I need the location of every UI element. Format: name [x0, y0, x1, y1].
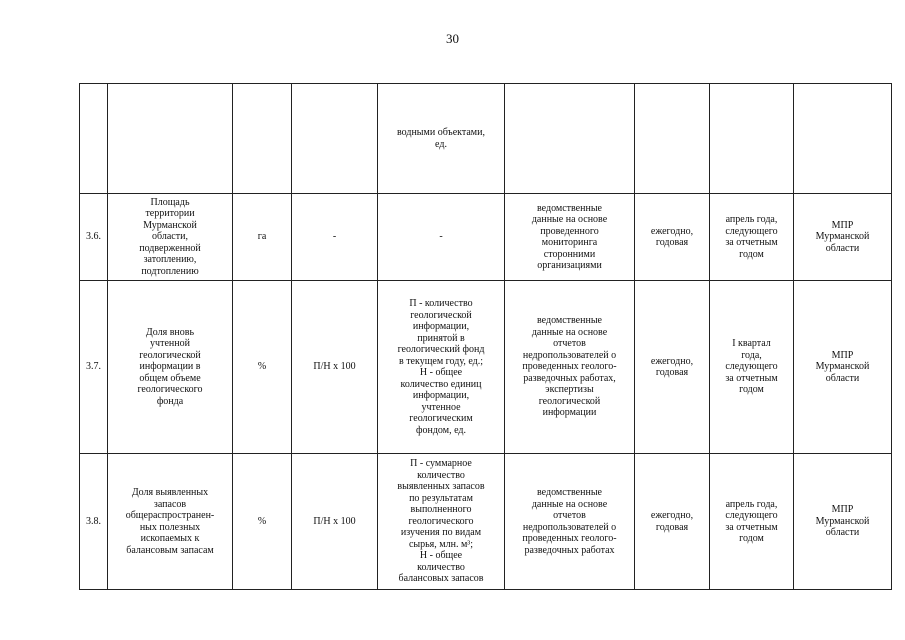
deadline-cell [710, 84, 794, 194]
table-row [80, 454, 892, 590]
row-number-cell: 3.8. [80, 454, 108, 590]
deadline-cell: апрель года, следующего за отчетным годом [710, 454, 794, 590]
formula-cell: - [292, 194, 378, 281]
indicator-name-cell: Доля выявленных запасов общераспространен- ных полезных ископаемых к балансовым запасам [108, 454, 233, 590]
frequency-cell: ежегодно, годовая [635, 454, 710, 590]
unit-cell: % [233, 281, 292, 454]
source-cell: ведомственные данные на основе отчетов недропользователей о проведенных геолого- разведочных работах [505, 454, 635, 590]
formula-cell: П/Н х 100 [292, 281, 378, 454]
page-number: 30 [446, 31, 459, 46]
source-cell: ведомственные данные на основе проведенного мониторинга сторонними организациями [505, 194, 635, 281]
unit-cell: % [233, 454, 292, 590]
formula-cell: П/Н х 100 [292, 454, 378, 590]
description-cell: - [378, 194, 505, 281]
source-cell [505, 84, 635, 194]
deadline-cell: I квартал года, следующего за отчетным годом [710, 281, 794, 454]
responsible-cell: МПР Мурманской области [794, 194, 892, 281]
row-number-cell: 3.7. [80, 281, 108, 454]
responsible-cell [794, 84, 892, 194]
table-row [80, 281, 892, 454]
indicator-name-cell [108, 84, 233, 194]
row-number-cell [80, 84, 108, 194]
indicator-name-cell: Площадь территории Мурманской области, подверженной затоплению, подтоплению [108, 194, 233, 281]
frequency-cell: ежегодно, годовая [635, 194, 710, 281]
indicators-table [79, 83, 892, 590]
responsible-cell: МПР Мурманской области [794, 454, 892, 590]
unit-cell: га [233, 194, 292, 281]
frequency-cell: ежегодно, годовая [635, 281, 710, 454]
formula-cell [292, 84, 378, 194]
responsible-cell: МПР Мурманской области [794, 281, 892, 454]
source-cell: ведомственные данные на основе отчетов недропользователей о проведенных геолого- разведочных работах, экспертизы геологической информации [505, 281, 635, 454]
frequency-cell [635, 84, 710, 194]
deadline-cell: апрель года, следующего за отчетным годом [710, 194, 794, 281]
table-row [80, 194, 892, 281]
table-row [80, 84, 892, 194]
description-cell: П - суммарное количество выявленных запасов по результатам выполненного геологического изучения по видам сырья, млн. м³; Н - общее количество балансовых запасов [378, 454, 505, 590]
description-cell: водными объектами, ед. [378, 84, 505, 194]
indicator-name-cell: Доля вновь учтенной геологической информации в общем объеме геологического фонда [108, 281, 233, 454]
unit-cell [233, 84, 292, 194]
description-cell: П - количество геологической информации, принятой в геологический фонд в текущем году, ед.; Н - общее количество единиц информации, учтенное геологическим фондом, ед. [378, 281, 505, 454]
row-number-cell: 3.6. [80, 194, 108, 281]
